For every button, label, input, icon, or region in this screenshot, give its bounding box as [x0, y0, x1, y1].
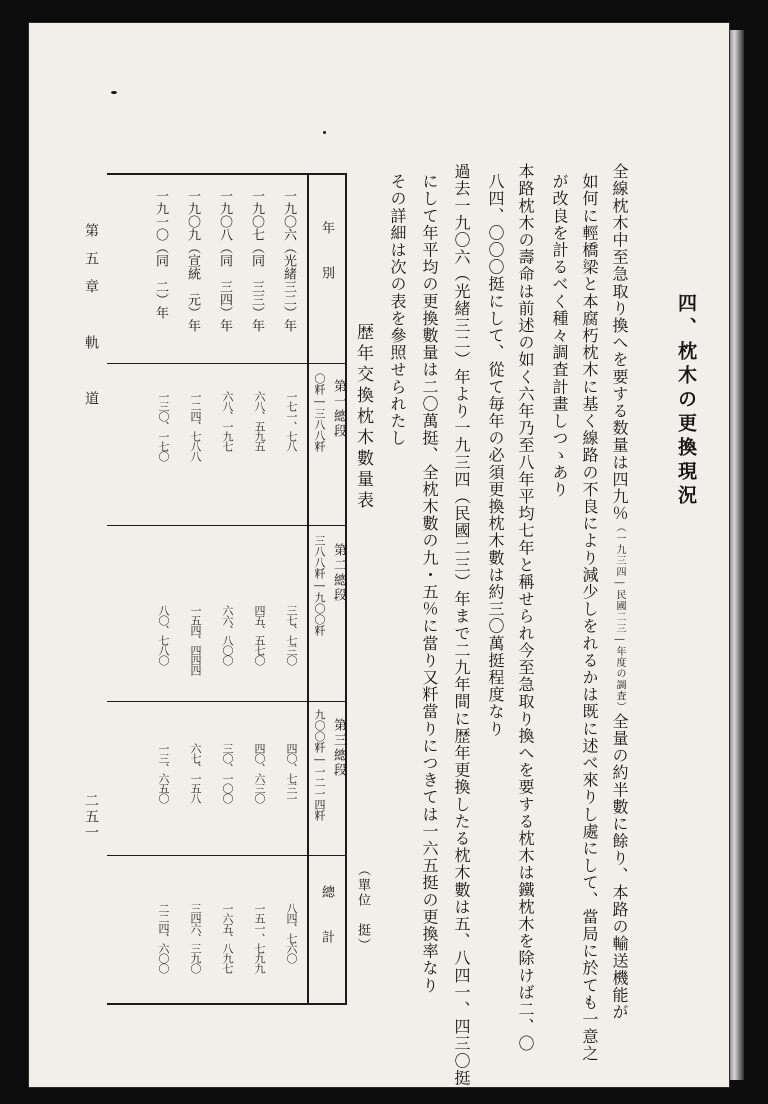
- header-seg3-range: 九〇〇粁―一二一四粁: [313, 709, 326, 821]
- table-top-rule: [107, 173, 347, 175]
- scan-speck: [323, 131, 326, 134]
- row-5-seg1: 一三〇、一七〇: [157, 391, 170, 461]
- header-seg1-range: 〇粁―三八八粁: [313, 373, 326, 452]
- col-sep-3: [107, 701, 347, 702]
- header-year: 年 別: [319, 221, 334, 281]
- col-sep-2: [107, 525, 347, 526]
- row-1-total: 八四、七六〇: [285, 903, 298, 963]
- paragraph-line-1-text: 全線枕木中至急取り換へを要する数量は四九％: [610, 163, 629, 523]
- row-2-year: 一九〇七（同 三三）年: [249, 189, 264, 332]
- row-4-year: 一九〇九（宣統 元）年: [185, 189, 200, 332]
- header-seg1: 第一總段: [331, 379, 346, 439]
- paragraph-line-6: 過去一九〇六（光緒三二）年より一九三四（民國二三）年まで二九年間に歴年更換したる枕木數は五、八四一、四三〇挺: [452, 163, 471, 1087]
- page-number: 二五一: [83, 793, 99, 841]
- paragraph-line-3: が改良を計るべく種々調査計畫しつゝあり: [550, 173, 569, 498]
- row-5-total: 二二四、六〇〇: [157, 903, 170, 973]
- row-2-seg3: 四〇、六三〇: [253, 743, 266, 803]
- scan-speck: [111, 91, 117, 94]
- paragraph-line-4: 本路枕木の壽命は前述の如く六年乃至八年平均七年と稱せられ今至急取り換へを要する枕木は鐵枕木を除けば二、〇: [516, 163, 535, 1053]
- row-2-seg1: 六八、五九五: [253, 391, 266, 451]
- chapter-heading: 第五章 軌 道: [83, 223, 99, 419]
- paragraph-line-8: その詳細は次の表を參照せられたし: [388, 173, 407, 447]
- paragraph-line-1-note: （一九三四―民國二三―年度の調査）: [614, 522, 625, 713]
- row-4-total: 三四六、三九〇: [189, 903, 202, 973]
- header-seg2-range: 三八八粁―九〇〇粁: [313, 535, 326, 636]
- document-page: [28, 22, 730, 1088]
- col-sep-4: [107, 855, 347, 856]
- paragraph-line-5: 八四、〇〇〇挺にして、從て毎年の必須更換枕木數は約三〇萬挺程度なり: [486, 173, 505, 738]
- paragraph-line-2: 如何に輕橋梁と本腐朽枕木に基く線路の不良により減少しをれるかは既に述べ來りし處にして、當局に於ても一意之: [580, 173, 599, 1063]
- row-1-year: 一九〇六（光緒三二）年: [281, 189, 296, 332]
- row-3-year: 一九〇八（同 三四）年: [217, 189, 232, 332]
- row-2-total: 一五一、七九九: [253, 903, 266, 973]
- row-1-seg3: 四〇、七三一: [285, 743, 298, 803]
- row-5-year: 一九一〇（同 二）年: [153, 189, 168, 319]
- table-bottom-rule: [107, 1003, 347, 1005]
- row-2-seg2: 四五、五七〇: [253, 605, 266, 665]
- header-total: 總 計: [319, 885, 334, 945]
- sleeper-replacement-table: [107, 173, 347, 1005]
- row-4-seg1: 一二四、七八八: [189, 391, 202, 461]
- section-title: 四、枕木の更換現況: [675, 293, 697, 509]
- row-5-seg3: 一三、六五〇: [157, 743, 170, 803]
- table-header-divider: [307, 173, 309, 1005]
- table-caption: 歴年交換枕木數量表: [353, 323, 373, 512]
- paragraph-line-1: [611, 163, 627, 1021]
- row-1-seg2: 三七、七三〇: [285, 605, 298, 665]
- header-seg3: 第三總段: [331, 718, 346, 778]
- row-3-total: 一六五、八九七: [221, 903, 234, 973]
- row-3-seg3: 三〇、一〇〇: [221, 743, 234, 803]
- row-4-seg3: 六七、一五八: [189, 743, 202, 803]
- col-sep-1: [107, 363, 347, 364]
- row-1-seg1: 一七一、七八: [285, 391, 298, 451]
- paragraph-line-1-rest: 全量の約半數に餘り、本路の輸送機能が: [610, 712, 629, 1021]
- row-3-seg2: 六六、八〇〇: [221, 605, 234, 665]
- header-seg2: 第二總段: [331, 543, 346, 603]
- page-edge-shadow: [728, 30, 744, 1080]
- paragraph-line-7: にして年平均の更換數量は二〇萬挺、全枕木數の九・五％に當り又粁當りにつきては一六五挺の更換率なり: [420, 173, 439, 994]
- table-unit: （單位 挺）: [355, 863, 370, 953]
- row-5-seg2: 八〇、七八〇: [157, 605, 170, 665]
- row-4-seg2: 一五四、四四四: [189, 605, 202, 675]
- row-3-seg1: 六八、一九七: [221, 391, 234, 451]
